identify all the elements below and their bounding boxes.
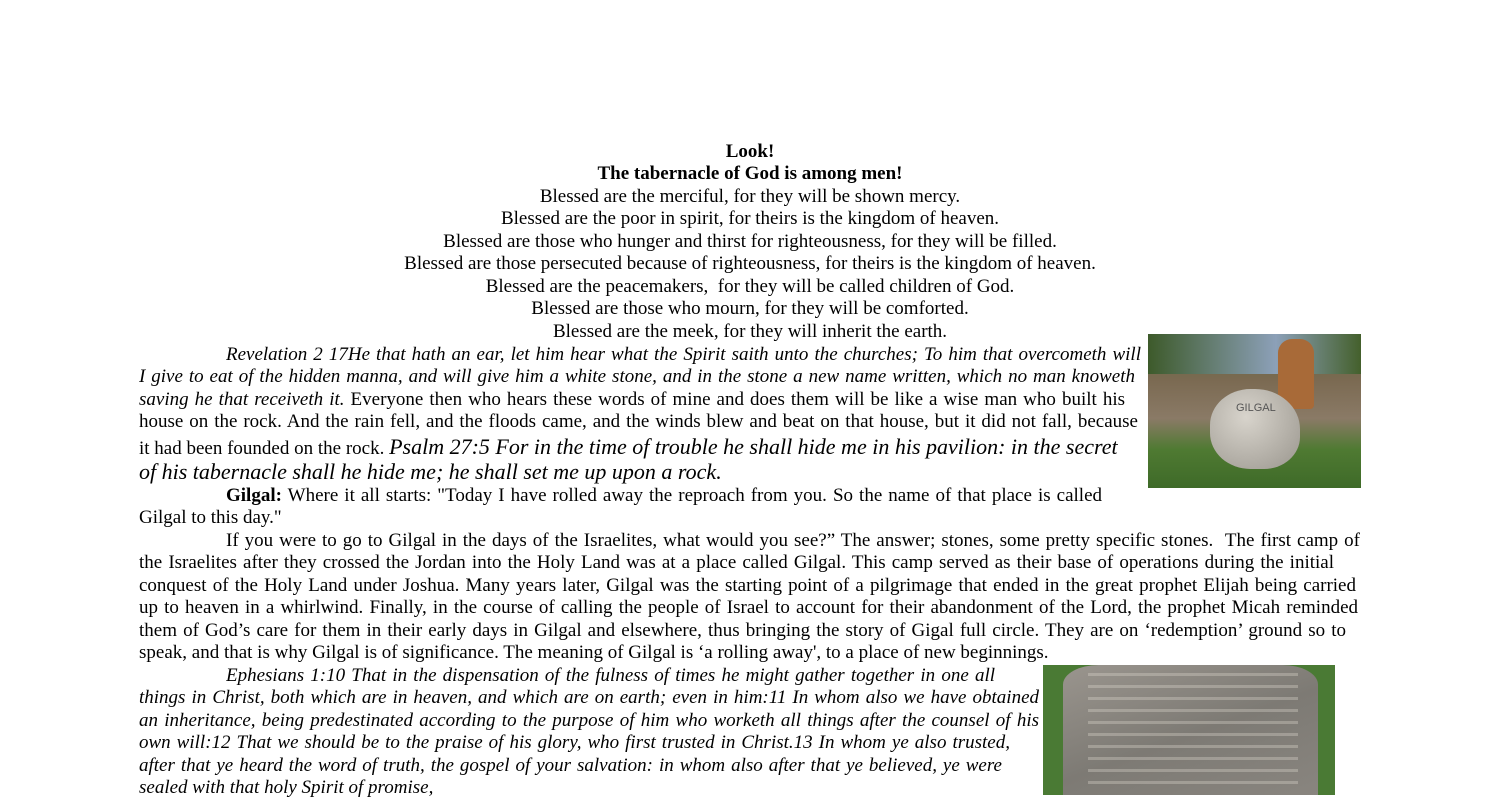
title-look: Look! [725, 141, 775, 162]
gilgal-text: Where it all starts: "Today I have rolled away the reproach from you. So the name of that place is called [281, 485, 1102, 506]
body-text: Everyone then who hears these words of mine and does them will be like a wise man who built his [344, 389, 1125, 410]
body-line: the Israelites after they crossed the Jordan into the Holy Land was at a place called Gilgal. This camp served as their base of operations during the initial [139, 552, 1334, 573]
psalm-text: Psalm 27:5 For in the time of trouble he shall hide me in his pavilion: in the secret [389, 434, 1118, 459]
ephesians-line: things in Christ, both which are in heaven, and which are on earth; even in him:11 In whom also we have obtained [139, 687, 1039, 708]
beatitude: Blessed are those who mourn, for they will be comforted. [531, 298, 969, 319]
revelation-end: saving he that receiveth it. [139, 389, 345, 410]
ephesians-line: sealed with that holy Spirit of promise, [139, 777, 434, 798]
beatitude: Blessed are the poor in spirit, for theirs is the kingdom of heaven. [500, 208, 1000, 229]
body-line: up to heaven in a whirlwind. Finally, in the course of calling the people of Israel to account for their abandonment of the Lord, the prophet Micah reminded [139, 597, 1358, 618]
body-line [139, 434, 1118, 460]
body-line: If you were to go to Gilgal in the days of the Israelites, what would you see?” The answer; stones, some pretty specific stones. The first camp of [226, 530, 1360, 551]
photo-sign-text: GILGAL [1236, 402, 1276, 414]
beatitude: Blessed are those persecuted because of righteousness, for theirs is the kingdom of heaven. [404, 253, 1096, 274]
body-line [139, 388, 1125, 411]
body-line: house on the rock. And the rain fell, and the floods came, and the winds blew and beat on that house, but it did not fall, because [139, 411, 1138, 432]
ephesians-line: after that ye heard the word of truth, the gospel of your salvation: in whom also after that ye believed, ye were [139, 755, 1002, 776]
title-tabernacle: The tabernacle of God is among men! [597, 163, 903, 184]
gilgal-line [226, 484, 1102, 507]
ephesians-line: own will:12 That we should be to the praise of his glory, who first trusted in Christ.13 In whom ye also trusted, [139, 732, 1010, 753]
body-line: them of God’s care for them in their early days in Gilgal and elsewhere, thus bringing the story of Gigal full circle. They are on ‘redemption’ ground so to [139, 620, 1346, 641]
psalm-text: of his tabernacle shall he hide me; he shall set me up upon a rock. [139, 459, 722, 484]
beatitude: Blessed are the meek, for they will inherit the earth. [552, 321, 948, 342]
gilgal-label: Gilgal: [226, 485, 282, 506]
body-text: it had been founded on the rock. [139, 438, 390, 459]
body-line: conquest of the Holy Land under Joshua. Many years later, Gilgal was the starting point of a pilgrimage that ended in the great prophet Elijah being carried [139, 575, 1356, 596]
gilgal-line: Gilgal to this day." [139, 507, 282, 528]
ephesians-line: Ephesians 1:10 That in the dispensation of the fulness of times he might gather together in one all [226, 665, 995, 686]
beatitude: Blessed are the peacemakers, for they will be called children of God. [485, 276, 1015, 297]
body-line: speak, and that is why Gilgal is of significance. The meaning of Gilgal is ‘a rolling away', to a place of new beginnings. [139, 642, 1049, 663]
revelation-line: I give to eat of the hidden manna, and will give him a white stone, and in the stone a new name written, which no man knoweth [139, 366, 1135, 387]
beatitude: Blessed are those who hunger and thirst for righteousness, for they will be filled. [443, 231, 1057, 252]
ephesians-line: an inheritance, being predestinated according to the purpose of him who worketh all things after the counsel of his [139, 710, 1039, 731]
beatitude: Blessed are the merciful, for they will be shown mercy. [539, 186, 961, 207]
inscribed-stone-photo [1043, 665, 1335, 795]
gilgal-rock-photo [1148, 334, 1361, 488]
revelation-line: Revelation 2 17He that hath an ear, let him hear what the Spirit saith unto the churches; To him that overcometh will [226, 344, 1141, 365]
